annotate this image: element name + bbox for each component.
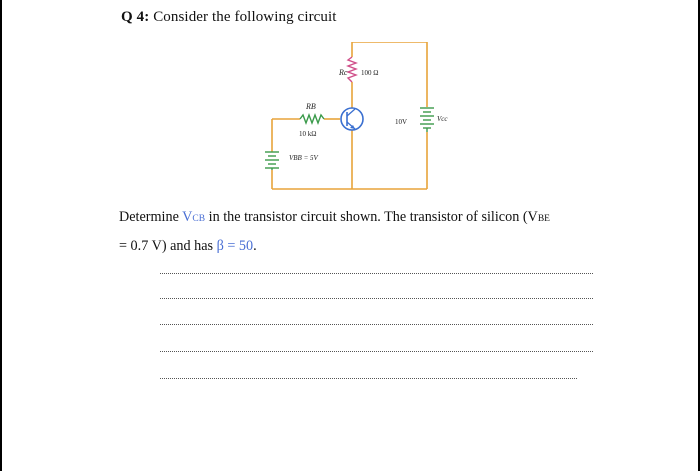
left-edge-bar: [0, 0, 2, 471]
rc-symbol: Rc: [339, 68, 348, 77]
rc-resistor: [348, 57, 356, 82]
question-heading: [121, 9, 337, 26]
question-title: Consider the following circuit: [153, 9, 337, 25]
vbb-label: VBB = 5V: [289, 154, 318, 162]
vbb-battery: [265, 152, 279, 170]
vcb-symbol: VCB: [182, 209, 206, 225]
rc-value: 100 Ω: [361, 69, 379, 77]
vcc-battery: [420, 108, 434, 132]
vcc-symbol: Vcc: [437, 115, 448, 123]
problem-text-1: Determine: [119, 209, 183, 225]
rb-symbol: RB: [306, 102, 316, 111]
answer-line[interactable]: [160, 273, 593, 274]
answer-line[interactable]: [160, 298, 593, 299]
rb-value: 10 kΩ: [299, 130, 317, 138]
vcc-value: 10V: [395, 118, 408, 126]
question-number: Q 4:: [121, 9, 150, 25]
answer-line[interactable]: [160, 378, 577, 379]
transistor-circuit-diagram: [262, 42, 462, 194]
rb-resistor: [300, 115, 324, 123]
problem-text-2: in the transistor circuit shown. The transistor of silicon (V: [205, 209, 538, 225]
problem-text-3: = 0.7 V) and has: [119, 238, 217, 254]
vbe-subscript: BE: [537, 214, 550, 224]
problem-statement: [119, 204, 609, 260]
answer-line[interactable]: [160, 351, 593, 352]
problem-text-4: .: [253, 238, 257, 254]
answer-line[interactable]: [160, 324, 593, 325]
beta-value: β = 50: [216, 238, 254, 254]
